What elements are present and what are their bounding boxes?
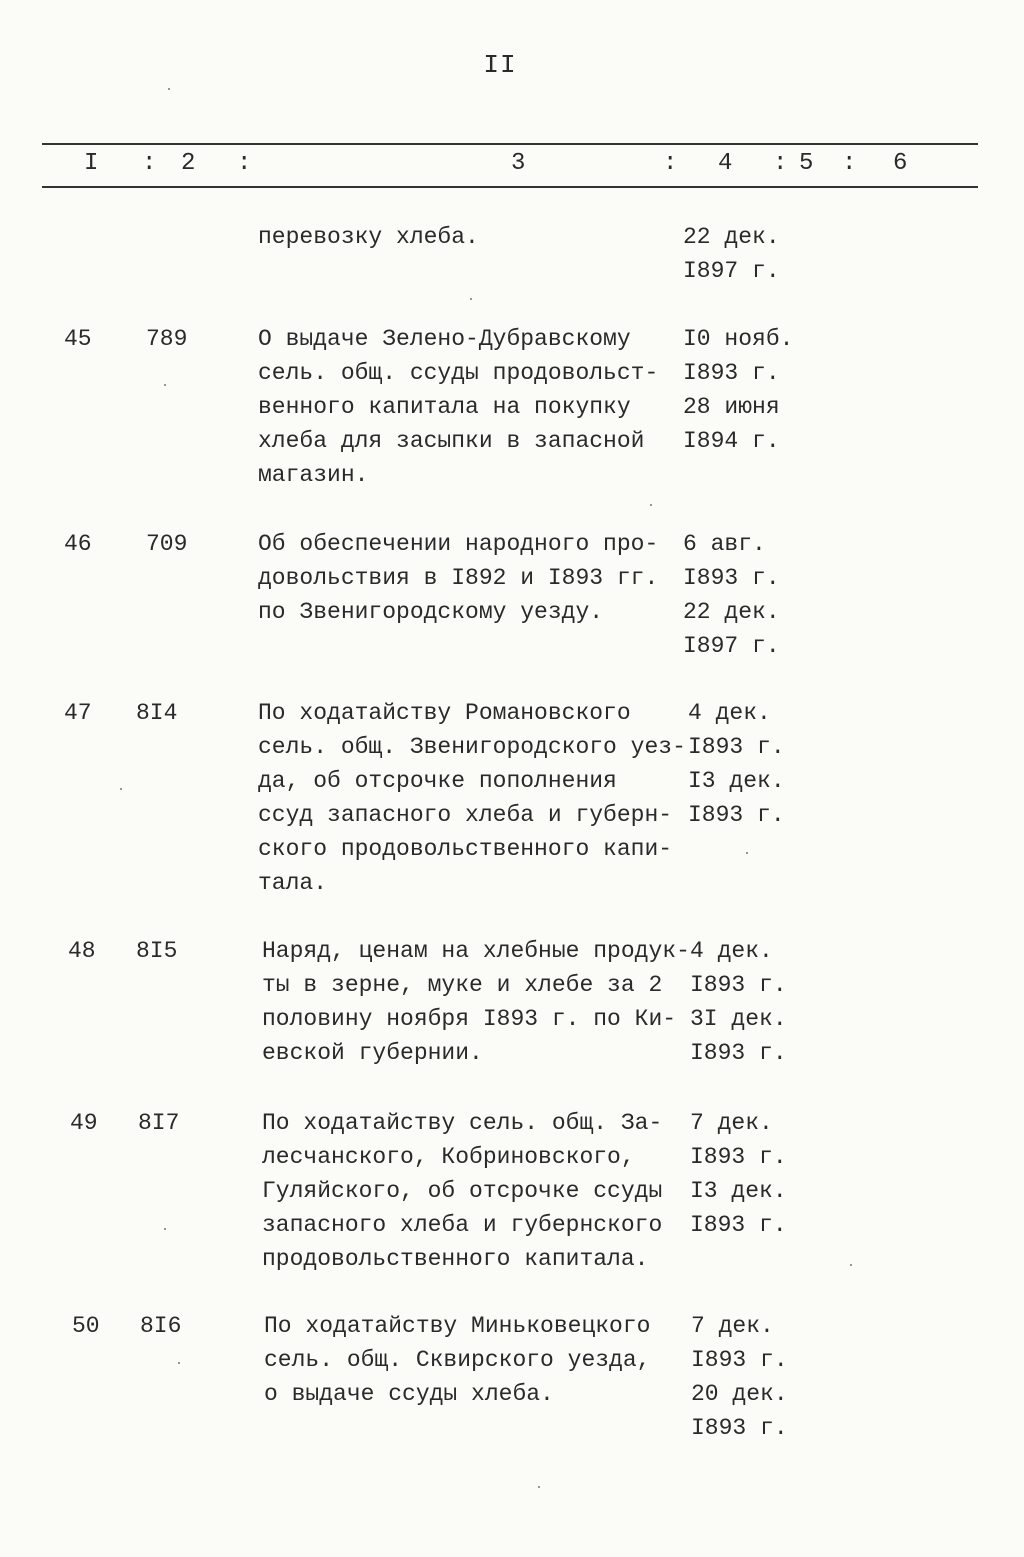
entry-number: 47 [64,700,92,726]
column-header-6: 6 [893,150,908,177]
paper-speck [470,298,472,300]
column-header-1: I [84,150,99,177]
header-bottom-rule [42,186,978,188]
entry-dates: 7 дек. I893 г. I3 дек. I893 г. [690,1110,787,1238]
entry-number: 49 [70,1110,98,1136]
entry-code: 709 [146,531,188,557]
paper-speck [650,504,652,506]
entry-title: По ходатайству Миньковецкого сель. общ. Сквирского уезда, о выдаче ссуды хлеба. [264,1313,651,1407]
paper-speck [538,1486,540,1488]
column-separator: : [842,150,857,177]
paper-speck [850,1264,852,1266]
entry-title: Об обеспечении народного про- довольствия в I892 и I893 гг. по Звенигородскому уезду. [258,531,659,625]
entry-title: По ходатайству Романовского сель. общ. Звенигородского уез- да, об отсрочке пополнения ссуд запасного хлеба и губерн- ского продовольственного капи- тала. [258,700,686,896]
entry-dates: I0 нояб. I893 г. 28 июня I894 г. [683,326,794,454]
entry-title: Наряд, ценам на хлебные продук- ты в зерне, муке и хлебе за 2 половину ноября I893 г. по Ки- евской губернии. [262,938,690,1066]
column-separator: : [663,150,678,177]
paper-speck [164,384,166,386]
entry-code: 8I6 [140,1313,182,1339]
entry-number: 46 [64,531,92,557]
entry-dates: 4 дек. I893 г. 3I дек. I893 г. [690,938,787,1066]
entry-code: 8I4 [136,700,178,726]
paper-speck [120,788,122,790]
entry-code: 789 [146,326,188,352]
entry-title: По ходатайству сель. общ. За- лесчанского, Кобриновского, Гуляйского, об отсрочке ссуды запасного хлеба и губернского продовольственного капитала. [262,1110,663,1272]
entry-title: перевозку хлеба. [258,224,479,250]
paper-speck [746,852,748,854]
entry-number: 45 [64,326,92,352]
column-separator: : [773,150,788,177]
column-header-2: 2 [181,150,196,177]
column-header-row [0,150,1024,182]
entry-code: 8I7 [138,1110,180,1136]
entry-dates: 22 дек. I897 г. [683,224,780,284]
paper-speck [178,1362,180,1364]
entry-dates: 6 авг. I893 г. 22 дек. I897 г. [683,531,780,659]
entry-code: 8I5 [136,938,178,964]
entry-dates: 7 дек. I893 г. 20 дек. I893 г. [691,1313,788,1441]
entry-title: О выдаче Зелено-Дубравскому сель. общ. ссуды продовольст- венного капитала на покупку хлеба для засыпки в запасной магазин. [258,326,659,488]
column-header-5: 5 [799,150,814,177]
column-header-3: 3 [511,150,526,177]
entry-number: 48 [68,938,96,964]
column-separator: : [142,150,157,177]
column-header-4: 4 [718,150,733,177]
entry-dates: 4 дек. I893 г. I3 дек. I893 г. [688,700,785,828]
paper-speck [164,1228,166,1230]
page-number: II [483,50,517,80]
column-separator: : [237,150,252,177]
paper-speck [168,88,170,90]
entry-number: 50 [72,1313,100,1339]
header-top-rule [42,143,978,145]
